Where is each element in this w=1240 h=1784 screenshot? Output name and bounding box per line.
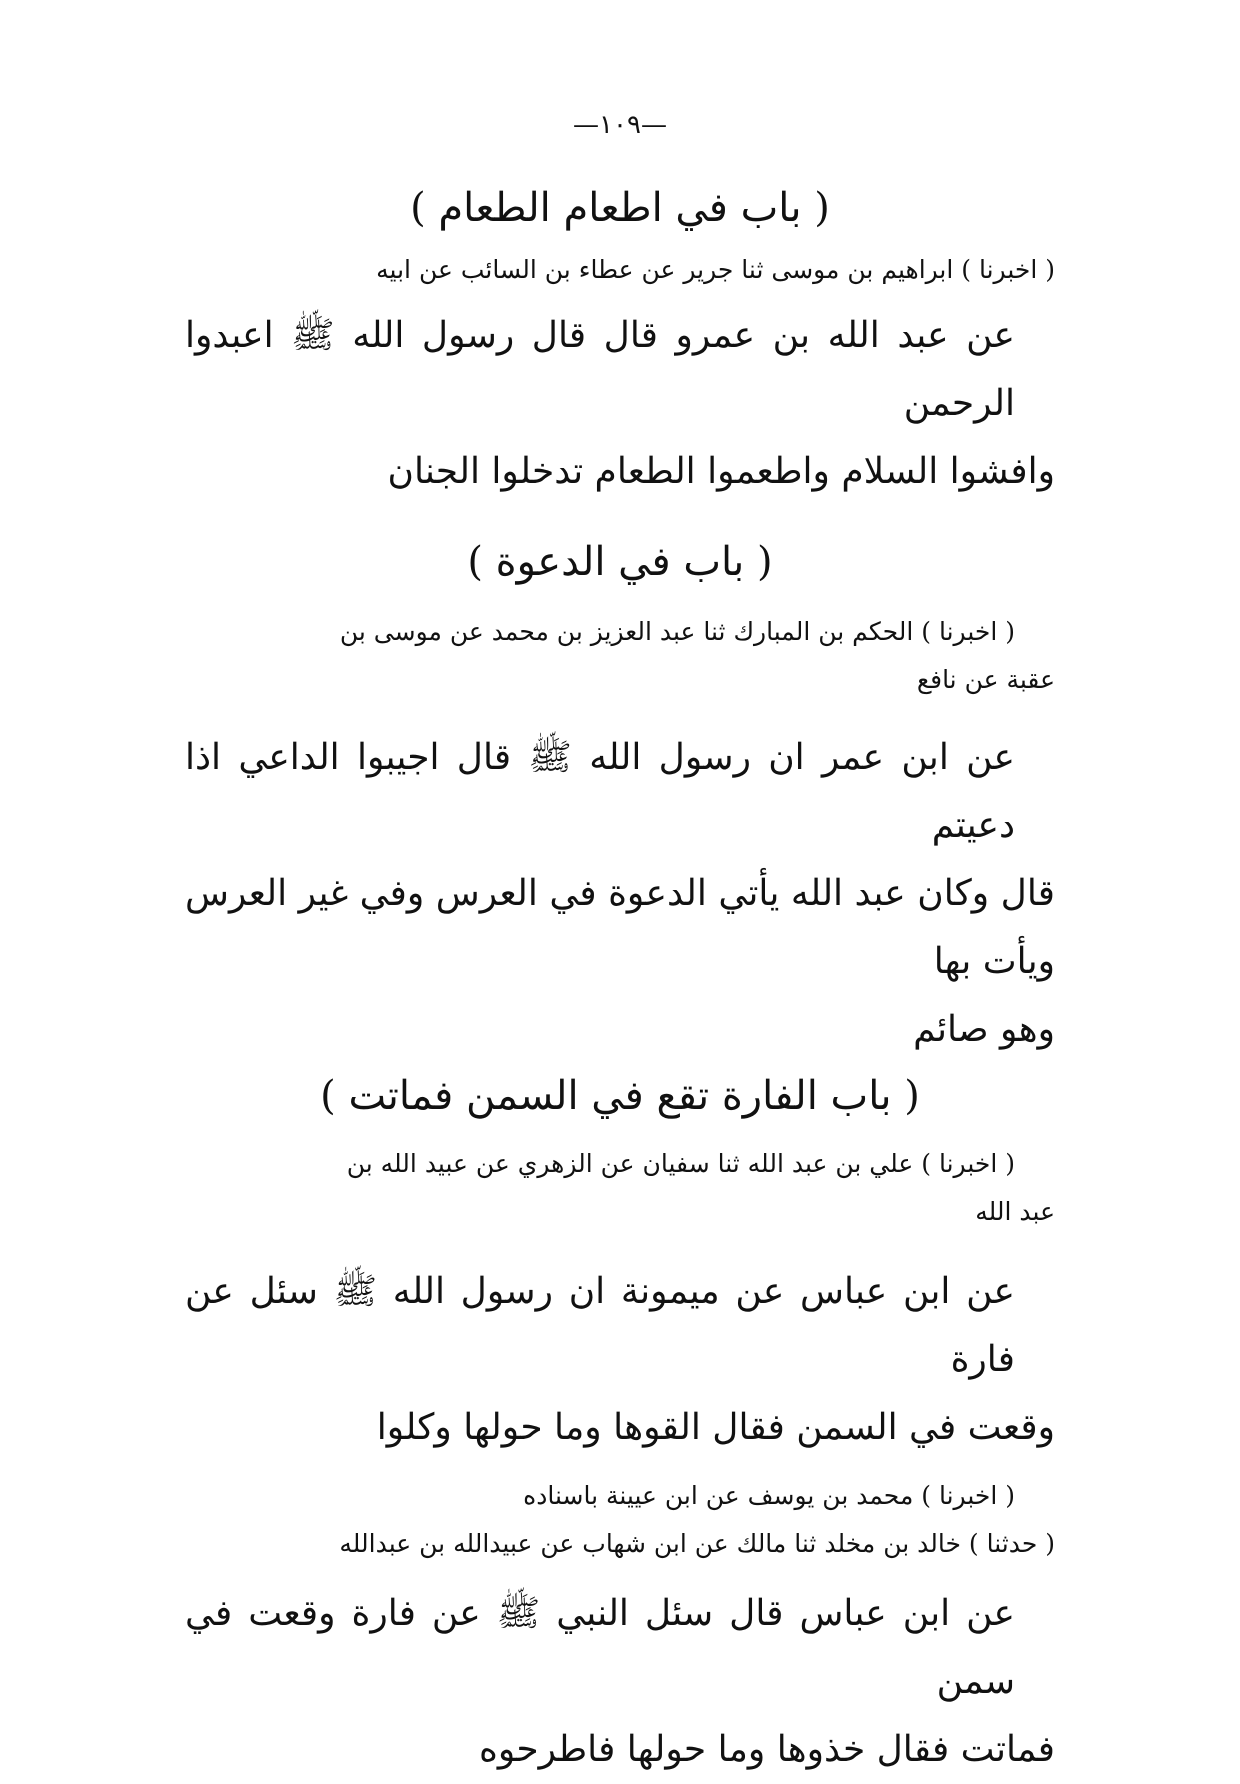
chapter-title-invitation: ( باب في الدعوة ) xyxy=(467,539,773,585)
isnad-line: عقبة عن نافع xyxy=(916,665,1055,694)
chapter-title-feeding: ( باب في اطعام الطعام ) xyxy=(410,185,830,231)
isnad-line: ( اخبرنا ) محمد بن يوسف عن ابن عيينة باسناده xyxy=(523,1481,1015,1510)
matn-line: وافشوا السلام واطعموا الطعام تدخلوا الجنان xyxy=(387,451,1055,492)
matn-block xyxy=(185,724,1055,1064)
matn-block xyxy=(185,1258,1055,1462)
matn-line: وهو صائم xyxy=(913,1009,1055,1050)
matn-line: فماتت فقال خذوها وما حولها فاطرحوه xyxy=(478,1729,1055,1770)
matn-line: عن ابن عمر ان رسول الله ﷺ قال اجيبوا الداعي اذا دعيتم xyxy=(185,737,1015,846)
isnad-block xyxy=(185,1472,1055,1568)
isnad-block xyxy=(185,608,1055,704)
isnad-block xyxy=(185,1140,1055,1236)
matn-line: وقعت في السمن فقال القوها وما حولها وكلوا xyxy=(376,1407,1055,1448)
isnad-line: ( اخبرنا ) علي بن عبد الله ثنا سفيان عن الزهري عن عبيد الله بن xyxy=(346,1149,1015,1178)
matn-line: عن ابن عباس قال سئل النبي ﷺ عن فارة وقعت في سمن xyxy=(185,1593,1015,1702)
matn-line: عن ابن عباس عن ميمونة ان رسول الله ﷺ سئل عن فارة xyxy=(185,1271,1015,1380)
isnad-line: ( اخبرنا ) ابراهيم بن موسى ثنا جرير عن عطاء بن السائب عن ابيه xyxy=(376,255,1055,284)
isnad-line: عبد الله xyxy=(975,1197,1055,1226)
matn-line: قال وكان عبد الله يأتي الدعوة في العرس وفي غير العرس ويأت بها xyxy=(185,873,1055,982)
isnad-line: ( حدثنا ) خالد بن مخلد ثنا مالك عن ابن شهاب عن عبيدالله بن عبدالله xyxy=(339,1529,1055,1558)
book-page xyxy=(185,110,1055,1770)
matn-line: عن عبد الله بن عمرو قال قال رسول الله ﷺ اعبدوا الرحمن xyxy=(185,315,1015,424)
isnad-line: ( اخبرنا ) الحكم بن المبارك ثنا عبد العزيز بن محمد عن موسى بن xyxy=(339,617,1015,646)
chapter-title-mouse: ( باب الفارة تقع في السمن فماتت ) xyxy=(320,1073,920,1119)
matn-block xyxy=(185,302,1055,506)
matn-block xyxy=(185,1580,1055,1784)
isnad-block xyxy=(185,246,1055,294)
page-number: —١٠٩— xyxy=(573,110,667,140)
